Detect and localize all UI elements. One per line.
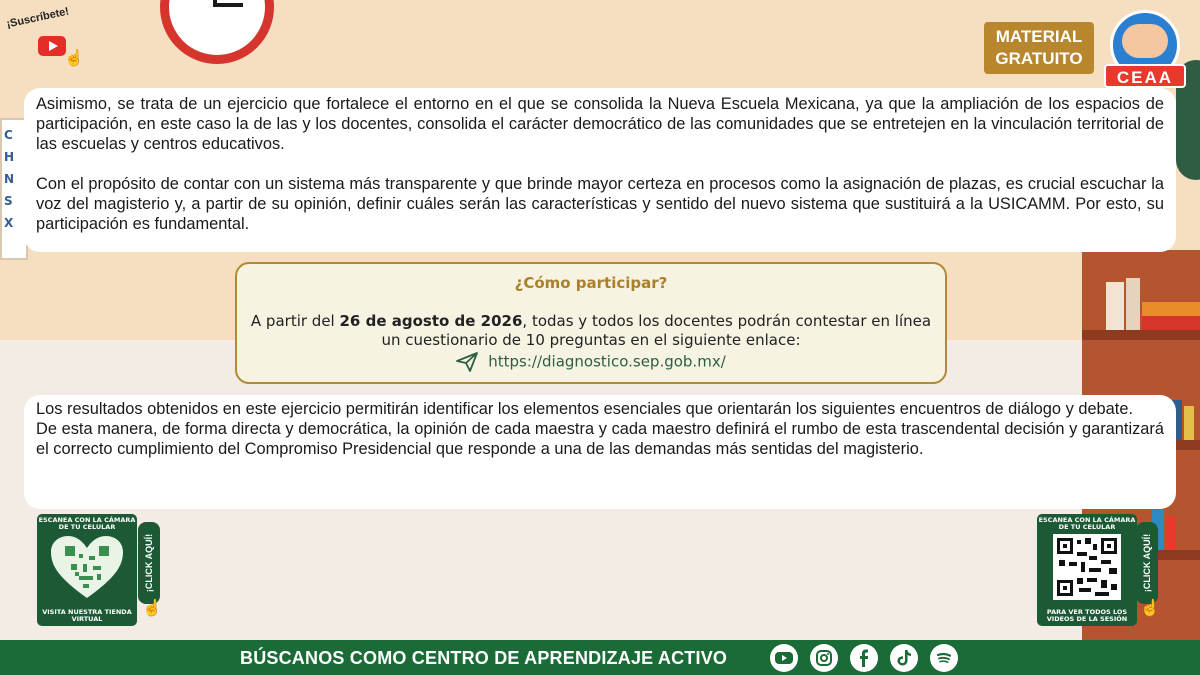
info-card-top [24, 88, 1176, 252]
heart-qr-code[interactable] [49, 534, 125, 600]
link-row [237, 352, 945, 372]
instagram-icon[interactable] [810, 644, 838, 672]
tiktok-icon[interactable] [890, 644, 918, 672]
paragraph-usicamm: Con el propósito de contar con un sistema más transparente y que brinde mayor certeza en procesos como la asignación de plazas, es crucial escuchar la voz del magisterio y, a partir de su opinión, definir cuáles serán las características y sentido del nuevo sistema que sustituirá a la USICAMM. Por esto, su participación es fundamental. [36, 175, 1164, 233]
youtube-play-icon [38, 36, 66, 56]
qr-videos-caption-top: ESCANEA CON LA CÁMARA DE TU CELULAR [1038, 516, 1136, 531]
pointer-hand-icon: ☝ [1140, 600, 1160, 617]
pointer-hand-icon: ☝ [64, 50, 84, 67]
spotify-icon[interactable] [930, 644, 958, 672]
paragraph-nem: Asimismo, se trata de un ejercicio que fortalece el entorno en el que se consolida la Nueva Escuela Mexicana, ya que la ampliación de los espacios de participación, en este caso la de las y los docentes, consolida el carácter democrático de las comunidades que se entretejen en la vinculación territorial de las escuelas y centros educativos. [36, 95, 1164, 153]
material-line2: GRATUITO [995, 49, 1083, 68]
subscribe-label: ¡Suscríbete! [5, 5, 71, 31]
click-label-right: ¡CLICK AQUÍ! [1142, 533, 1152, 593]
diagnostico-link[interactable]: https://diagnostico.sep.gob.mx/ [488, 352, 726, 371]
facebook-icon[interactable] [850, 644, 878, 672]
paragraph-results: Los resultados obtenidos en este ejercicio permitirán identificar los elementos esenciales que orientarán los siguientes encuentros de diálogo y debate. [36, 400, 1134, 418]
alphabet-poster: C H N S X [0, 118, 28, 260]
subscribe-badge[interactable] [5, 5, 86, 68]
participate-date: 26 de agosto de 2026 [339, 312, 523, 330]
footer-text: BÚSCANOS COMO CENTRO DE APRENDIZAJE ACTIVO [240, 648, 728, 668]
info-card-bottom [24, 395, 1176, 509]
material-gratuito-badge [984, 22, 1094, 74]
qr-store-caption-top: ESCANEA CON LA CÁMARA DE TU CELULAR [38, 516, 136, 531]
paragraph-decision: De esta manera, de forma directa y democrática, la opinión de cada maestra y cada maestro definirá el rumbo de esta trascendental decisión y garantizará el correcto cumplimiento del Compromiso Presidencial que responde a una de las demandas más sentidas del magisterio. [36, 420, 1164, 458]
click-here-tab-left[interactable] [138, 522, 160, 604]
qr-code[interactable] [1049, 534, 1125, 600]
participate-title: ¿Cómo participar? [514, 274, 668, 292]
footer-bar [0, 640, 1200, 675]
how-to-participate-box [235, 262, 947, 384]
click-label-left: ¡CLICK AQUÍ! [144, 533, 154, 593]
click-here-tab-right[interactable] [1136, 522, 1158, 604]
logo-text: CEAA [1104, 64, 1186, 88]
qr-panel-store[interactable] [37, 514, 137, 626]
qr-panel-videos[interactable] [1037, 514, 1137, 626]
qr-store-caption-bottom: VISITA NUESTRA TIENDA VIRTUAL [42, 608, 132, 623]
qr-videos-caption-bottom: PARA VER TODOS LOS VIDEOS DE LA SESIÓN [1046, 608, 1128, 623]
material-line1: MATERIAL [995, 27, 1083, 46]
ceaa-logo [1104, 10, 1186, 88]
paper-plane-icon [456, 352, 478, 372]
participate-text: A partir del 26 de agosto de 2026, todas y todos los docentes podrán contestar en línea un cuestionario de 10 preguntas en el siguiente enlace: [250, 312, 932, 349]
youtube-icon[interactable] [770, 644, 798, 672]
pointer-hand-icon: ☝ [142, 600, 162, 617]
